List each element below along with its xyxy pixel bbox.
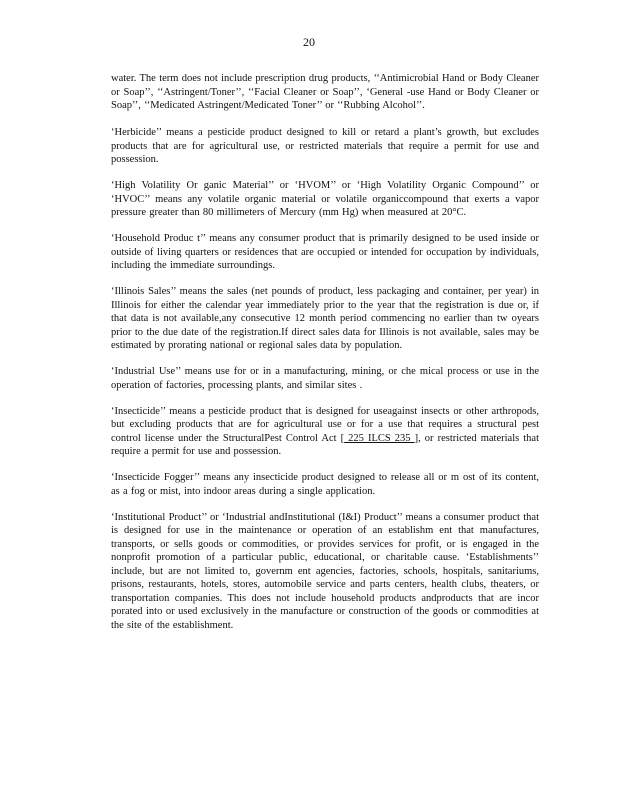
paragraph-household-product: ‘Household Produc t’’ means any consumer product that is primarily designed to be used inside or outside of living quarters or residences that are occupied or intended for occupation by individuals, including the immediate surroundings. [111, 233, 539, 271]
paragraph-high-volatility-organic-material: ‘High Volatility Or ganic Material’’ or ‘HVOM’’ or ‘High Volatility Organic Compound’’ or ‘HVOC’’ means any volatile organic material or volatile organiccompound that exerts a vapor pressure greater than 80 millimeters of Mercury (mm Hg) when measured at 20°C. [111, 180, 539, 218]
insecticide-text-after: ], or restricted materials that require a permit for use and possession. [111, 432, 540, 457]
paragraph-herbicide: ‘Herbicide’’ means a pesticide product designed to kill or retard a plant’s growth, but excludes products that are for agricultural use, or restricted materials that require a permit for use and possession. [111, 127, 539, 165]
paragraph-insecticide [111, 405, 539, 459]
page-number: 20 [303, 35, 315, 49]
paragraph-industrial-use: ‘Industrial Use’’ means use for or in a manufacturing, mining, or che mical process or use in the operation of factories, processing plants, and similar sites . [111, 366, 539, 391]
paragraph-water-definition-end: water. The term does not include prescription drug products, ‘‘Antimicrobial Hand or Body Cleaner or Soap’’, ‘‘Astringent/Toner’’, ‘‘Facial Cleaner or Soap’’, ‘General -use Hand or Body Cleaner or Soap’’, ‘‘Medicated Astringent/Medicated Toner’’ or ‘‘Rubbing Alcohol’’. [111, 73, 539, 111]
paragraph-insecticide-fogger: ‘Insecticide Fogger’’ means any insecticide product designed to release all or m ost of its content, as a fog or mist, into indoor areas during a single application. [111, 472, 539, 497]
insecticide-text-before: ‘Insecticide’’ means a pesticide product that is designed for useagainst insects or other arthropods, but excluding products that are for agricultural use or for a use that requires a structural pest control license under the StructuralPest Control Act [ [111, 405, 539, 444]
paragraph-institutional-product: ‘Institutional Product’’ or ‘Industrial andInstitutional (I&I) Product’’ means a consumer product that is designed for use in the maintenance or operation of an establishm ent that manufactures, transports, or sells goods or commodities, or provides services for profit, or is engaged in the nonprofit promotion of a particular public, educational, or charitable cause. ‘Establishments’’ include, but are not limited to, governm ent agencies, factories, schools, hospitals, sanitariums, prisons, restaurants, hotels, stores, automobile service and parts centers, health clubs, theaters, or transportation companies. This does not include household products andproducts that are incor porated into or used exclusively in the manufacture or construction of the goods or commodities at the site of the establishment. [111, 511, 539, 631]
paragraph-illinois-sales: ‘Illinois Sales’’ means the sales (net pounds of product, less packaging and container, per year) in Illinois for either the calendar year immediately prior to the year that the registration is due or, if that data is not available,any consecutive 12 month period commencing no earlier than tw oyears prior to the due date of the registration.If direct sales data for Illinois is not available, sales may be estimated by prorating national or regional sales data by population. [111, 286, 539, 351]
statute-citation-link[interactable]: 225 ILCS 235 [344, 432, 415, 444]
document-body [111, 72, 539, 645]
